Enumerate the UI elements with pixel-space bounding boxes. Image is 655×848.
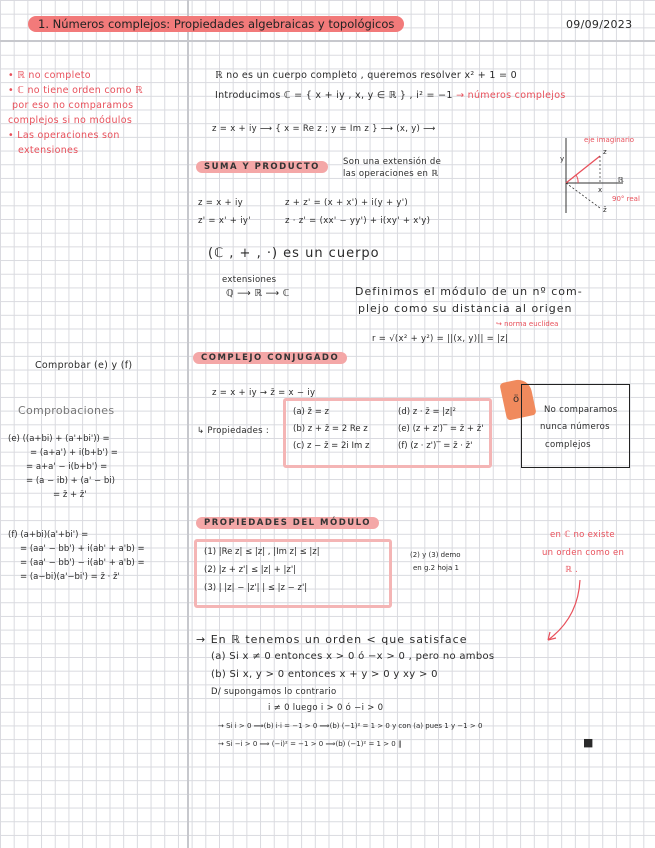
orden-line-4: D/ supongamos lo contrario xyxy=(211,687,337,697)
callout-line: No comparamos xyxy=(544,405,618,415)
f-line: = (a−bi)(a'−bi') = z̄ · z̄' xyxy=(20,572,120,582)
orden-line-2: (a) Si x ≠ 0 entonces x > 0 ó −x > 0 , pero no ambos xyxy=(211,651,495,662)
vector-zbar xyxy=(566,183,603,208)
prop-f: (f) (z · z')‾ = z̄ · z̄' xyxy=(398,441,473,451)
orden-line-3: (b) Si x, y > 0 entonces x + y > 0 y xy > 0 xyxy=(211,669,438,680)
page-title xyxy=(28,16,404,32)
prop-e: (e) (z + z')‾ = z̄ + z̄' xyxy=(398,424,484,434)
comprobar-note: Comprobar (e) y (f) xyxy=(35,360,133,371)
e-line: = (a − ib) + (a' − bi) xyxy=(26,476,115,486)
suma-z2: z' = x' + iy' xyxy=(198,216,251,226)
vector-z xyxy=(566,156,600,183)
pill-propmod: PROPIEDADES DEL MÓDULO xyxy=(196,517,379,529)
red-arrow xyxy=(540,578,590,648)
modulo-def-2: plejo como su distancia al origen xyxy=(358,302,573,315)
angle-arc xyxy=(576,175,578,183)
e-line: = z̄ + z̄' xyxy=(53,490,87,500)
sidebar-note: • Las operaciones son xyxy=(8,130,120,141)
comprobacion-e xyxy=(8,432,118,502)
propiedades-label: ↳ Propiedades : xyxy=(197,426,270,436)
diagram-label-x: x xyxy=(598,186,603,194)
suma-sum: z + z' = (x + x') + i(y + y') xyxy=(285,198,409,208)
suma-z1: z = x + iy xyxy=(198,198,243,208)
suma-note xyxy=(343,156,453,180)
propmod-demo: en g.2 hoja 1 xyxy=(413,564,459,572)
intro-mapping: z = x + iy ⟶ { x = Re z ; y = Im z } ⟶ (x, y) ⟶ xyxy=(212,124,436,134)
diagram-label-y: y xyxy=(560,155,565,163)
prop-b: (b) z + z̄ = 2 Re z xyxy=(293,424,368,434)
pill-conjugado: COMPLEJO CONJUGADO xyxy=(193,352,347,364)
intro-line-2 xyxy=(215,90,566,101)
e-line: = (a+a') + i(b+b') = xyxy=(30,448,118,458)
propmod-demo: (2) y (3) demo xyxy=(410,551,461,559)
f-line: = (aa' − bb') − i(ab' + a'b) = xyxy=(20,558,145,568)
e-line: (e) ((a+bi) + (a'+bi')) = xyxy=(8,434,110,444)
prop-d: (d) z · z̄ = |z|² xyxy=(398,407,456,417)
pill-suma: SUMA Y PRODUCTO xyxy=(196,161,328,173)
sidebar-note: • ℝ no completo xyxy=(8,70,91,81)
f-line: = (aa' − bb') + i(ab' + a'b) = xyxy=(20,544,145,554)
extensiones-label: extensiones xyxy=(222,275,277,285)
suma-prod: z · z' = (xx' − yy') + i(xy' + x'y) xyxy=(285,216,431,226)
modulo-def-1: Definimos el módulo de un nº com- xyxy=(355,285,583,298)
propmod-item: (1) |Re z| ≤ |z| , |Im z| ≤ |z| xyxy=(204,547,320,557)
f-line: (f) (a+bi)(a'+bi') = xyxy=(8,530,89,540)
orden-line-5: i ≠ 0 luego i > 0 ó −i > 0 xyxy=(268,703,384,713)
sidebar-note: • ℂ no tiene orden como ℝ xyxy=(8,85,143,96)
sidebar-note: por eso no comparamos xyxy=(12,100,134,111)
propmod-item: (2) |z + z'| ≤ |z| + |z'| xyxy=(204,565,297,575)
extensiones-chain: ℚ ⟶ ℝ ⟶ ℂ xyxy=(226,288,290,299)
intro-introducimos: Introducimos ℂ = { x + iy , x, y ∈ ℝ } , i² = −1 xyxy=(215,90,453,101)
cuerpo-title: (ℂ , + , ·) es un cuerpo xyxy=(208,246,380,261)
diagram-label-r: ℝ xyxy=(618,176,624,184)
page-date: 09/09/2023 xyxy=(566,18,633,31)
propmod-item: (3) | |z| − |z'| | ≤ |z − z'| xyxy=(204,583,308,593)
numeros-complejos-label: → números complejos xyxy=(456,90,566,101)
diagram-label-zbar: z̄ xyxy=(603,206,607,214)
orden-red-note: en ℂ no existe xyxy=(550,530,615,540)
conjugado-def: z = x + iy → z̄ = x − iy xyxy=(212,388,316,398)
sidebar-note: extensiones xyxy=(18,145,79,156)
comprobaciones-title: Comprobaciones xyxy=(18,404,115,417)
page-title-text: 1. Números complejos: Propiedades algebraicas y topológicos xyxy=(38,17,395,31)
prop-c: (c) z − z̄ = 2i Im z xyxy=(293,441,370,451)
e-line: = a+a' − i(b+b') = xyxy=(26,462,108,472)
orden-line-6: → Si i > 0 ⟹(b) i·i = −1 > 0 ⟹(b) (−1)² = 1 > 0 y con (a) pues 1 y −1 > 0 xyxy=(218,722,483,730)
qed-mark: ■ xyxy=(583,736,594,749)
modulo-formula: r = √(x² + y²) = ||(x, y)|| = |z| xyxy=(372,334,509,344)
prop-a: (a) z̄̄ = z xyxy=(293,407,329,417)
orden-red-note: un orden como en xyxy=(542,548,625,558)
diagram-label-90: 90° real xyxy=(612,195,640,203)
callout-line: nunca números xyxy=(540,422,610,432)
margin-line xyxy=(187,0,189,848)
intro-line-1: ℝ no es un cuerpo completo , queremos resolver x² + 1 = 0 xyxy=(215,70,517,81)
diagram-label-eje: eje imaginario xyxy=(584,136,635,144)
sidebar-note: complejos si no módulos xyxy=(8,115,133,126)
norma-euclidea: ↪ norma euclídea xyxy=(496,320,559,328)
diagram-label-z: z xyxy=(603,148,607,156)
orden-line-1: → En ℝ tenemos un orden < que satisface xyxy=(196,633,468,646)
orden-red-note: ℝ . xyxy=(565,565,579,575)
header-rule xyxy=(0,40,655,42)
comprobacion-f xyxy=(8,528,145,584)
suma-note-text: Son una extensión de las operaciones en ℝ xyxy=(343,157,442,179)
orden-line-7: → Si −i > 0 ⟹ (−i)² = −1 > 0 ⟹(b) (−1)² = 1 > 0 ‖ xyxy=(218,740,402,748)
callout-line: complejos xyxy=(545,440,591,450)
sticker-face-icon: ö xyxy=(513,394,520,405)
